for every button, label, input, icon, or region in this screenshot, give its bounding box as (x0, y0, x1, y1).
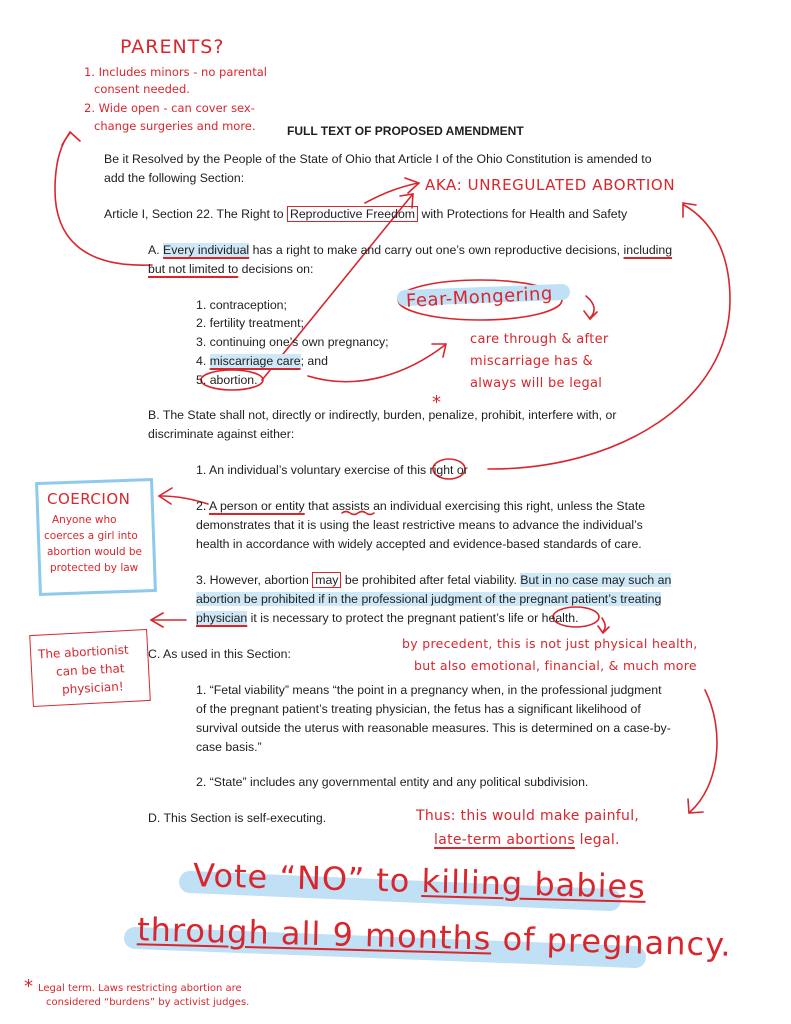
aka-annotation: AKA: UNREGULATED ABORTION (425, 176, 676, 194)
every-individual: Every individual (163, 243, 250, 257)
doc-c-item-1-line-2: of the pregnant patient’s treating physician, the fetus has a significant likelihood of (196, 702, 641, 716)
parents-heading: PARENTS? (120, 36, 225, 58)
doc-c-item-1-line-4: case basis.” (196, 740, 262, 754)
doc-section-b-1: B. The State shall not, directly or indirectly, burden, penalize, prohibit, interfere with, or (148, 408, 617, 422)
footnote-line-2: considered “burdens” by activist judges. (46, 997, 250, 1008)
parents-note-2b: change surgeries and more. (94, 119, 256, 133)
list-item-1: 1. contraception; (196, 298, 287, 312)
doc-b-item-2-line-3: health in accordance with widely accepted and evidence-based standards of care. (196, 537, 642, 551)
doc-b-item-3-line-2: abortion be prohibited if in the professional judgment of the pregnant patient’s treating (196, 592, 662, 606)
physician-highlight: physician (196, 611, 248, 625)
doc-heading: FULL TEXT OF PROPOSED AMENDMENT (287, 124, 524, 138)
fear-mongering-annotation: Fear-Mongering (405, 283, 554, 312)
doc-b-item-2-line-1: 2. A person or entity that assists an individual exercising this right, unless the State (196, 499, 646, 513)
doc-section-a-1: A. Every individual has a right to make and carry out one’s own reproductive decisions, including (148, 243, 673, 257)
reproductive-freedom-box: Reproductive Freedom (287, 206, 418, 222)
doc-b-item-3-line-1: 3. However, abortion may be prohibited after fetal viability. But in no case may such an (196, 573, 672, 587)
abortionist-note-1: The abortionist (37, 642, 129, 662)
parents-note-1b: consent needed. (94, 82, 190, 96)
doc-b-item-2-line-2: demonstrates that it is using the least restrictive means to advance the individual’s (196, 518, 643, 532)
coercion-note-4: protected by law (50, 562, 139, 574)
doc-b-item-1: 1. An individual’s voluntary exercise of this right or (196, 463, 468, 477)
doc-section-a-2: but not limited to decisions on: (148, 262, 314, 276)
may-box: may (312, 572, 341, 588)
thus-late-term: late-term abortions (434, 832, 575, 848)
list-item-5: 5. abortion. (196, 373, 258, 387)
care-note-1: care through & after (470, 332, 609, 347)
precedent-note-1: by precedent, this is not just physical health, (402, 636, 698, 651)
doc-c-item-2: 2. “State” includes any governmental entity and any political subdivision. (196, 775, 589, 789)
abortionist-note-3: physician! (61, 679, 124, 697)
thus-note-2: late-term abortions legal. (434, 832, 620, 848)
abortionist-note-2: can be that (55, 661, 125, 679)
coercion-note-3: abortion would be (47, 546, 143, 558)
list-item-2: 2. fertility treatment; (196, 316, 304, 330)
asterisk-mark: * (432, 392, 441, 413)
thus-note-1: Thus: this would make painful, (416, 808, 640, 824)
arrow-thus (690, 690, 717, 812)
vote-line-1: Vote “NO” to killing babies (192, 856, 647, 906)
coercion-heading: COERCION (47, 490, 131, 508)
parents-note-1a: 1. Includes minors - no parental (84, 65, 267, 79)
doc-section-b-2: discriminate against either: (148, 427, 295, 441)
doc-section-c: C. As used in this Section: (148, 647, 291, 661)
footnote-line-1: Legal term. Laws restricting abortion are (38, 983, 242, 994)
arrow-aka (365, 183, 418, 203)
precedent-note-2: but also emotional, financial, & much more (414, 658, 697, 673)
vote-killing-babies: killing babies (421, 862, 647, 906)
care-note-3: always will be legal (470, 376, 603, 391)
doc-c-item-1-line-1: 1. “Fetal viability” means “the point in a pregnancy when, in the professional judgment (196, 683, 662, 697)
doc-c-item-1-line-3: survival outside the uterus with reasonable measures. This is determined on a case-by- (196, 721, 671, 735)
footnote-asterisk: * (24, 976, 33, 997)
parents-note-2a: 2. Wide open - can cover sex- (84, 101, 255, 115)
coercion-note-1: Anyone who (52, 514, 117, 526)
doc-b-item-3-line-3: physician it is necessary to protect the pregnant patient’s life or health. (196, 611, 579, 625)
doc-section-d: D. This Section is self-executing. (148, 811, 327, 825)
coercion-note-2: coerces a girl into (44, 530, 138, 542)
doc-intro-2: add the following Section: (104, 171, 245, 185)
doc-article-title: Article I, Section 22. The Right to Reproductive Freedom with Protections for Health and Safety (104, 207, 628, 221)
list-item-4: 4. miscarriage care; and (196, 354, 328, 368)
doc-intro-1: Be it Resolved by the People of the State of Ohio that Article I of the Ohio Constitution is amended to (104, 152, 652, 166)
care-note-2: miscarriage has & (470, 354, 593, 369)
vote-line-2: through all 9 months of pregnancy. (136, 910, 733, 964)
list-item-3: 3. continuing one’s own pregnancy; (196, 335, 389, 349)
